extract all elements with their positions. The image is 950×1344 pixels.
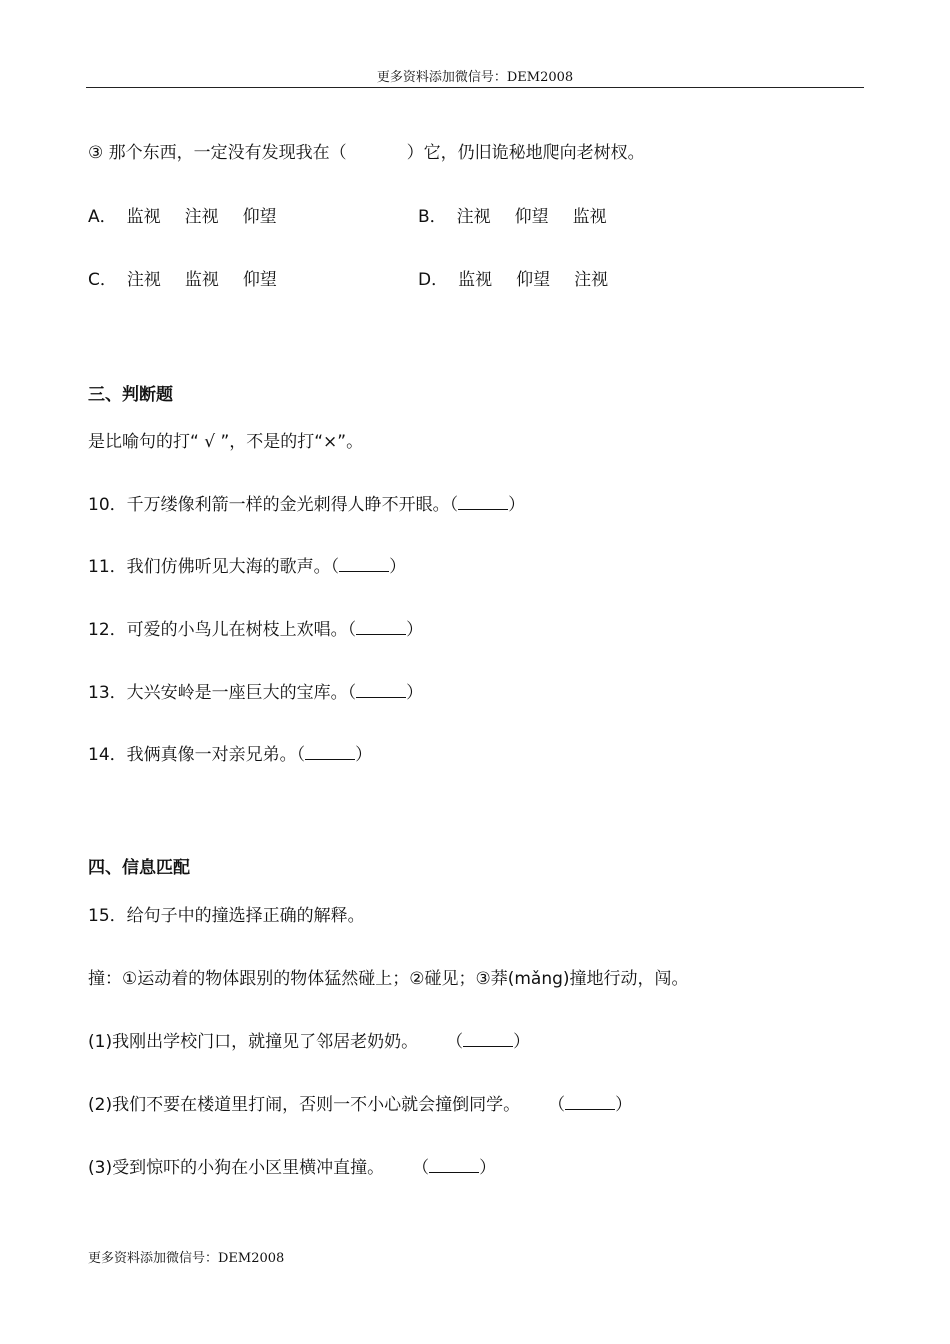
paren-close: ） — [406, 683, 424, 703]
option-d — [418, 265, 608, 290]
option-word: 仰望 — [242, 207, 277, 227]
definition-line: 撞：①运动着的物体跟别的物体猛然碰上；②碰见；③莽(mǎng)撞地行动，闯。 — [88, 969, 689, 989]
item-text: 我们仿佛听见大海的歌声。（ — [126, 557, 340, 577]
option-word: 注视 — [126, 270, 161, 290]
option-word: 注视 — [184, 207, 219, 227]
answer-blank[interactable] — [305, 745, 355, 760]
item-text: 大兴安岭是一座巨大的宝库。（ — [126, 683, 357, 703]
option-word: 仰望 — [516, 270, 551, 290]
paren-close: ） — [615, 1095, 633, 1115]
answer-blank[interactable] — [458, 495, 508, 510]
option-a — [88, 202, 277, 227]
question-15-stem: 15．给句子中的撞选择正确的解释。 — [88, 906, 365, 926]
paren-close: ） — [479, 1158, 497, 1178]
option-word: 仰望 — [514, 207, 549, 227]
stem-part-1: ③ 那个东西，一定没有发现我在（ — [88, 143, 347, 163]
item-number: 10． — [88, 495, 127, 515]
paren-open: （ — [548, 1095, 566, 1115]
item-number: 13． — [88, 683, 127, 703]
judge-item — [88, 740, 372, 765]
section-3-title: 三、判断题 — [88, 385, 173, 405]
item-text: 可爱的小鸟儿在树枝上欢唱。（ — [126, 620, 357, 640]
answer-blank[interactable] — [339, 557, 389, 572]
option-word: 注视 — [456, 207, 491, 227]
option-label: D． — [418, 270, 449, 290]
paren-close: ） — [513, 1032, 531, 1052]
answer-blank[interactable] — [565, 1095, 615, 1110]
option-label: C． — [88, 270, 117, 290]
judge-item — [88, 552, 406, 577]
item-number: 12． — [88, 620, 127, 640]
answer-blank[interactable] — [463, 1032, 513, 1047]
section-3-instruction: 是比喻句的打“ √ ”，不是的打“×”。 — [88, 432, 364, 452]
item-number: 11． — [88, 557, 127, 577]
paren-open: （ — [412, 1158, 430, 1178]
option-word: 仰望 — [242, 270, 277, 290]
option-word: 监视 — [572, 207, 607, 227]
stem-part-2: ）它，仍旧诡秘地爬向老树杈。 — [406, 143, 645, 163]
match-item — [88, 1153, 496, 1178]
paren-close: ） — [406, 620, 424, 640]
paren-close: ） — [508, 495, 526, 515]
option-word: 监视 — [126, 207, 161, 227]
match-item — [88, 1090, 632, 1115]
question-9-stem — [88, 138, 645, 163]
judge-item — [88, 615, 423, 640]
page-footer: 更多资料添加微信号：DEM2008 — [88, 1251, 285, 1266]
option-word: 监视 — [184, 270, 219, 290]
page-header: 更多资料添加微信号：DEM2008 — [86, 66, 864, 88]
option-word: 监视 — [458, 270, 493, 290]
item-text: (3)受到惊吓的小狗在小区里横冲直撞。 — [88, 1158, 385, 1178]
judge-item — [88, 490, 525, 515]
item-text: (2)我们不要在楼道里打闹，否则一不小心就会撞倒同学。 — [88, 1095, 521, 1115]
paren-close: ） — [355, 745, 373, 765]
answer-blank[interactable] — [429, 1158, 479, 1173]
paren-close: ） — [389, 557, 407, 577]
option-word: 注视 — [574, 270, 609, 290]
answer-blank[interactable] — [356, 620, 406, 635]
match-item — [88, 1027, 530, 1052]
option-label: A． — [88, 207, 117, 227]
item-number: 14． — [88, 745, 127, 765]
option-label: B． — [418, 207, 447, 227]
option-b — [418, 202, 607, 227]
paren-open: （ — [446, 1032, 464, 1052]
option-c — [88, 265, 277, 290]
judge-item — [88, 678, 423, 703]
item-text: (1)我刚出学校门口，就撞见了邻居老奶奶。 — [88, 1032, 419, 1052]
answer-blank[interactable] — [356, 683, 406, 698]
item-text: 千万缕像利箭一样的金光刺得人睁不开眼。（ — [126, 495, 459, 515]
section-4-title: 四、信息匹配 — [88, 858, 190, 878]
item-text: 我俩真像一对亲兄弟。（ — [126, 745, 306, 765]
